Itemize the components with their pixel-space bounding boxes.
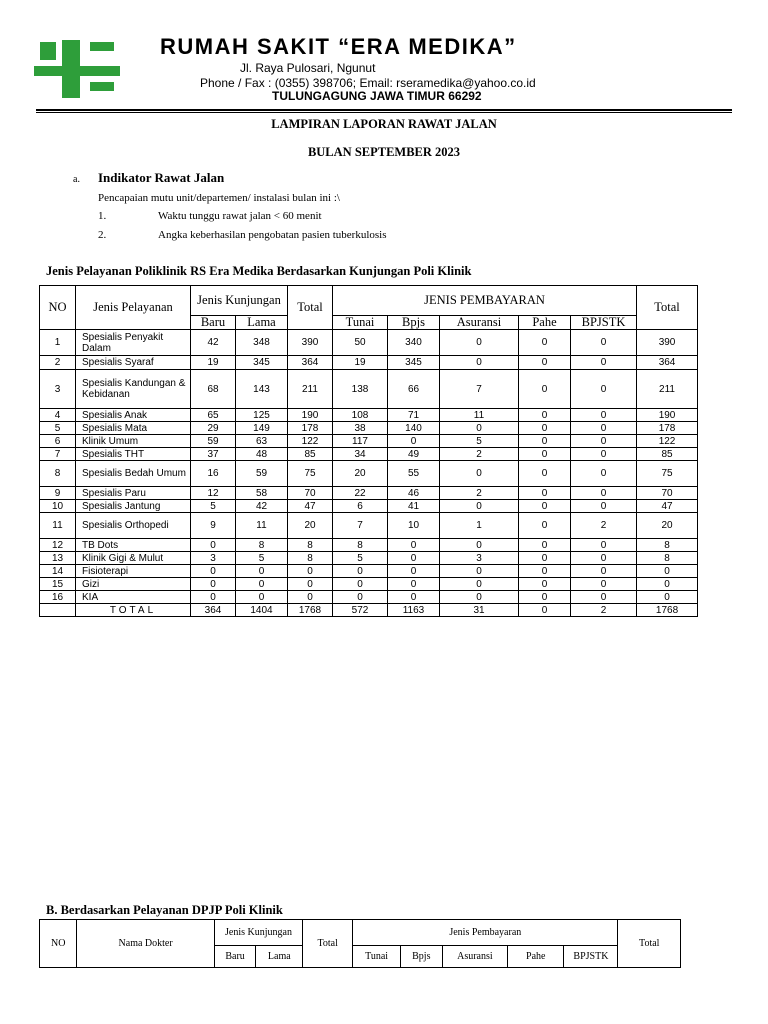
cell-service: Spesialis Kandungan & Kebidanan xyxy=(76,370,191,409)
header-no: NO xyxy=(40,286,76,330)
cell-service: Spesialis Mata xyxy=(76,422,191,435)
header-service: Jenis Pelayanan xyxy=(76,286,191,330)
cell-tunai: 117 xyxy=(333,435,388,448)
cell-bpjstk: 0 xyxy=(571,370,637,409)
cell-total: 122 xyxy=(288,435,333,448)
cell-service: Klinik Umum xyxy=(76,435,191,448)
cell-no: 5 xyxy=(40,422,76,435)
cell-asuransi: 0 xyxy=(440,422,519,435)
cell-service: Fisioterapi xyxy=(76,565,191,578)
cell-asuransi: 3 xyxy=(440,552,519,565)
cell-total2: 0 xyxy=(637,565,698,578)
cell-bpjs: 0 xyxy=(388,552,440,565)
cell-bpjstk: 0 xyxy=(571,461,637,487)
cell-baru: 37 xyxy=(191,448,236,461)
dpjp-header-total: Total xyxy=(303,920,353,968)
cell-pahe: 0 xyxy=(519,409,571,422)
cell-no: 9 xyxy=(40,487,76,500)
cell-total2: 85 xyxy=(637,448,698,461)
cell-no: 8 xyxy=(40,461,76,487)
cell-service: Klinik Gigi & Mulut xyxy=(76,552,191,565)
table-row xyxy=(40,487,698,500)
cell-asuransi: 0 xyxy=(440,539,519,552)
cell-asuransi: 0 xyxy=(440,591,519,604)
cell-asuransi: 0 xyxy=(440,330,519,356)
report-title: LAMPIRAN LAPORAN RAWAT JALAN xyxy=(271,117,497,131)
header-total-payment: Total xyxy=(637,286,698,330)
table-row xyxy=(40,330,698,356)
cell-lama: 149 xyxy=(236,422,288,435)
total-label: TOTAL xyxy=(76,604,191,617)
cell-total: 0 xyxy=(288,565,333,578)
cell-baru: 3 xyxy=(191,552,236,565)
cell-lama: 63 xyxy=(236,435,288,448)
dpjp-header-doctor: Nama Dokter xyxy=(77,920,214,968)
cell-bpjs: 0 xyxy=(388,591,440,604)
cell-bpjstk: 0 xyxy=(571,552,637,565)
table-row xyxy=(40,565,698,578)
cell-pahe: 0 xyxy=(519,461,571,487)
cell-bpjs: 55 xyxy=(388,461,440,487)
cell-asuransi: 0 xyxy=(440,578,519,591)
cell-lama: 48 xyxy=(236,448,288,461)
cell-total2: 70 xyxy=(637,487,698,500)
dpjp-header-baru: Baru xyxy=(214,946,256,968)
cell-baru: 12 xyxy=(191,487,236,500)
section-a-letter: a. xyxy=(73,174,80,185)
cell-total2: 20 xyxy=(637,513,698,539)
cell-service: Spesialis THT xyxy=(76,448,191,461)
cell-asuransi: 0 xyxy=(440,565,519,578)
cell-baru: 0 xyxy=(191,578,236,591)
table-row xyxy=(40,539,698,552)
cell-no: 15 xyxy=(40,578,76,591)
cell-no: 14 xyxy=(40,565,76,578)
cell-baru: 65 xyxy=(191,409,236,422)
cell-tunai: 7 xyxy=(333,513,388,539)
cell-asuransi: 2 xyxy=(440,448,519,461)
cell-tunai: 0 xyxy=(333,591,388,604)
table-row xyxy=(40,356,698,370)
cell-service: Spesialis Syaraf xyxy=(76,356,191,370)
cell-bpjs: 71 xyxy=(388,409,440,422)
cell-tunai: 19 xyxy=(333,356,388,370)
section-a-heading: Indikator Rawat Jalan xyxy=(98,170,225,185)
table-row xyxy=(40,409,698,422)
cell-pahe: 0 xyxy=(519,591,571,604)
cell-total2: 0 xyxy=(637,578,698,591)
cell-no: 3 xyxy=(40,370,76,409)
cell-total2: 0 xyxy=(637,591,698,604)
header-tunai: Tunai xyxy=(333,316,388,330)
total-bpjstk: 2 xyxy=(571,604,637,617)
cell-no: 12 xyxy=(40,539,76,552)
cell-total: 75 xyxy=(288,461,333,487)
dpjp-header-payment-type: Jenis Pembayaran xyxy=(353,920,618,946)
total-total2: 1768 xyxy=(637,604,698,617)
cell-lama: 0 xyxy=(236,578,288,591)
hospital-contact: Phone / Fax : (0355) 398706; Email: rseramedika@yahoo.co.id xyxy=(200,76,536,90)
indicator-number: 1. xyxy=(98,210,107,222)
cell-asuransi: 0 xyxy=(440,500,519,513)
cell-asuransi: 1 xyxy=(440,513,519,539)
cell-total2: 8 xyxy=(637,552,698,565)
cell-tunai: 8 xyxy=(333,539,388,552)
section-a-intro: Pencapaian mutu unit/departemen/ instalasi bulan ini :\ xyxy=(98,192,340,204)
cell-baru: 16 xyxy=(191,461,236,487)
cell-tunai: 138 xyxy=(333,370,388,409)
header-pahe: Pahe xyxy=(519,316,571,330)
table-row xyxy=(40,461,698,487)
cell-asuransi: 0 xyxy=(440,356,519,370)
section-b-heading: B. Berdasarkan Pelayanan DPJP Poli Klinik xyxy=(46,903,283,917)
cell-total2: 211 xyxy=(637,370,698,409)
cell-pahe: 0 xyxy=(519,370,571,409)
cell-no: 16 xyxy=(40,591,76,604)
hospital-city: TULUNGAGUNG JAWA TIMUR 66292 xyxy=(272,89,482,103)
cell-total: 70 xyxy=(288,487,333,500)
cell-lama: 5 xyxy=(236,552,288,565)
cell-no: 4 xyxy=(40,409,76,422)
dpjp-header-lama: Lama xyxy=(256,946,303,968)
dpjp-table xyxy=(39,919,681,968)
table-row xyxy=(40,500,698,513)
header-rule-thin xyxy=(36,112,732,113)
cell-no: 1 xyxy=(40,330,76,356)
cell-bpjstk: 0 xyxy=(571,356,637,370)
cell-lama: 348 xyxy=(236,330,288,356)
total-row xyxy=(40,604,698,617)
table-row xyxy=(40,370,698,409)
cell-bpjstk: 0 xyxy=(571,435,637,448)
total-pahe: 0 xyxy=(519,604,571,617)
cell-no: 7 xyxy=(40,448,76,461)
total-bpjs: 1163 xyxy=(388,604,440,617)
cell-tunai: 50 xyxy=(333,330,388,356)
cell-bpjs: 0 xyxy=(388,565,440,578)
table-row xyxy=(40,422,698,435)
cell-total: 364 xyxy=(288,356,333,370)
cell-total2: 364 xyxy=(637,356,698,370)
cell-tunai: 38 xyxy=(333,422,388,435)
cell-service: KIA xyxy=(76,591,191,604)
cell-bpjstk: 0 xyxy=(571,539,637,552)
dpjp-header-asuransi: Asuransi xyxy=(442,946,508,968)
cell-total2: 122 xyxy=(637,435,698,448)
cell-total: 0 xyxy=(288,578,333,591)
cell-baru: 29 xyxy=(191,422,236,435)
total-tunai: 572 xyxy=(333,604,388,617)
header-bpjstk: BPJSTK xyxy=(571,316,637,330)
cell-total2: 190 xyxy=(637,409,698,422)
table-row xyxy=(40,513,698,539)
cell-service: Spesialis Anak xyxy=(76,409,191,422)
total-total: 1768 xyxy=(288,604,333,617)
cell-bpjstk: 0 xyxy=(571,422,637,435)
cell-bpjstk: 0 xyxy=(571,330,637,356)
cell-lama: 42 xyxy=(236,500,288,513)
cell-total2: 390 xyxy=(637,330,698,356)
dpjp-header-bpjstk: BPJSTK xyxy=(564,946,618,968)
cell-baru: 0 xyxy=(191,565,236,578)
cell-no: 11 xyxy=(40,513,76,539)
cell-bpjs: 41 xyxy=(388,500,440,513)
cell-tunai: 0 xyxy=(333,565,388,578)
cell-pahe: 0 xyxy=(519,552,571,565)
cell-lama: 345 xyxy=(236,356,288,370)
dpjp-header-bpjs: Bpjs xyxy=(401,946,443,968)
cell-baru: 5 xyxy=(191,500,236,513)
indicator-text: Angka keberhasilan pengobatan pasien tuberkulosis xyxy=(158,229,387,241)
dpjp-header-total-payment: Total xyxy=(618,920,681,968)
header-rule xyxy=(36,109,732,111)
cell-tunai: 108 xyxy=(333,409,388,422)
cell-total: 20 xyxy=(288,513,333,539)
cell-bpjs: 0 xyxy=(388,578,440,591)
cell-total: 211 xyxy=(288,370,333,409)
report-period: BULAN SEPTEMBER 2023 xyxy=(307,145,461,159)
table-row xyxy=(40,448,698,461)
cell-lama: 0 xyxy=(236,565,288,578)
cell-tunai: 34 xyxy=(333,448,388,461)
cell-no: 13 xyxy=(40,552,76,565)
cell-total: 178 xyxy=(288,422,333,435)
cell-total: 85 xyxy=(288,448,333,461)
cell-pahe: 0 xyxy=(519,578,571,591)
dpjp-header-visit-type: Jenis Kunjungan xyxy=(214,920,302,946)
header-visit-type: Jenis Kunjungan xyxy=(191,286,288,316)
cell-pahe: 0 xyxy=(519,565,571,578)
cell-total: 47 xyxy=(288,500,333,513)
header-asuransi: Asuransi xyxy=(440,316,519,330)
cell-bpjs: 46 xyxy=(388,487,440,500)
hospital-name: RUMAH SAKIT “ERA MEDIKA” xyxy=(160,34,517,59)
cell-total2: 8 xyxy=(637,539,698,552)
cell-bpjstk: 0 xyxy=(571,487,637,500)
dpjp-header-pahe: Pahe xyxy=(508,946,564,968)
cell-baru: 19 xyxy=(191,356,236,370)
cell-tunai: 5 xyxy=(333,552,388,565)
cell-asuransi: 11 xyxy=(440,409,519,422)
cell-baru: 0 xyxy=(191,539,236,552)
hospital-logo xyxy=(34,36,120,102)
service-visits-table xyxy=(39,285,698,617)
cell-pahe: 0 xyxy=(519,422,571,435)
header-baru: Baru xyxy=(191,316,236,330)
table-body xyxy=(40,330,698,617)
cell-bpjstk: 0 xyxy=(571,565,637,578)
cell-total: 390 xyxy=(288,330,333,356)
cell-lama: 59 xyxy=(236,461,288,487)
cell-total2: 47 xyxy=(637,500,698,513)
header-bpjs: Bpjs xyxy=(388,316,440,330)
cell-bpjstk: 0 xyxy=(571,500,637,513)
dpjp-header-no: NO xyxy=(40,920,77,968)
cell-service: Spesialis Orthopedi xyxy=(76,513,191,539)
cell-pahe: 0 xyxy=(519,448,571,461)
cell-bpjs: 140 xyxy=(388,422,440,435)
dpjp-header-tunai: Tunai xyxy=(353,946,401,968)
hospital-address: Jl. Raya Pulosari, Ngunut xyxy=(240,61,376,75)
cell-bpjs: 49 xyxy=(388,448,440,461)
table-row xyxy=(40,578,698,591)
cell-service: TB Dots xyxy=(76,539,191,552)
cell-asuransi: 7 xyxy=(440,370,519,409)
cell-bpjs: 10 xyxy=(388,513,440,539)
cell-lama: 8 xyxy=(236,539,288,552)
cell-pahe: 0 xyxy=(519,330,571,356)
cell-total: 8 xyxy=(288,539,333,552)
cell-baru: 68 xyxy=(191,370,236,409)
cell-total: 8 xyxy=(288,552,333,565)
cell-pahe: 0 xyxy=(519,513,571,539)
cell-bpjstk: 0 xyxy=(571,409,637,422)
cell-service: Spesialis Penyakit Dalam xyxy=(76,330,191,356)
cell-no xyxy=(40,604,76,617)
cell-lama: 0 xyxy=(236,591,288,604)
total-lama: 1404 xyxy=(236,604,288,617)
cell-bpjs: 340 xyxy=(388,330,440,356)
cell-bpjs: 345 xyxy=(388,356,440,370)
table-title: Jenis Pelayanan Poliklinik RS Era Medika Berdasarkan Kunjungan Poli Klinik xyxy=(46,264,472,278)
header-lama: Lama xyxy=(236,316,288,330)
cell-pahe: 0 xyxy=(519,500,571,513)
header-payment-type: JENIS PEMBAYARAN xyxy=(333,286,637,316)
cell-service: Spesialis Paru xyxy=(76,487,191,500)
cell-no: 2 xyxy=(40,356,76,370)
cell-total2: 178 xyxy=(637,422,698,435)
cell-tunai: 22 xyxy=(333,487,388,500)
cell-tunai: 0 xyxy=(333,578,388,591)
cell-service: Spesialis Jantung xyxy=(76,500,191,513)
table-row xyxy=(40,552,698,565)
header-total: Total xyxy=(288,286,333,330)
cell-asuransi: 0 xyxy=(440,461,519,487)
cell-pahe: 0 xyxy=(519,356,571,370)
cell-bpjs: 0 xyxy=(388,435,440,448)
cell-baru: 0 xyxy=(191,591,236,604)
total-asuransi: 31 xyxy=(440,604,519,617)
cell-total: 0 xyxy=(288,591,333,604)
table-row xyxy=(40,591,698,604)
cell-bpjstk: 0 xyxy=(571,578,637,591)
cell-asuransi: 5 xyxy=(440,435,519,448)
cell-pahe: 0 xyxy=(519,487,571,500)
cell-tunai: 20 xyxy=(333,461,388,487)
cell-bpjs: 0 xyxy=(388,539,440,552)
cell-baru: 9 xyxy=(191,513,236,539)
cell-bpjstk: 0 xyxy=(571,448,637,461)
cell-service: Spesialis Bedah Umum xyxy=(76,461,191,487)
cell-pahe: 0 xyxy=(519,539,571,552)
indicator-text: Waktu tunggu rawat jalan < 60 menit xyxy=(158,210,322,222)
cell-total: 190 xyxy=(288,409,333,422)
cell-tunai: 6 xyxy=(333,500,388,513)
cell-baru: 42 xyxy=(191,330,236,356)
cell-pahe: 0 xyxy=(519,435,571,448)
cell-lama: 58 xyxy=(236,487,288,500)
cell-bpjstk: 2 xyxy=(571,513,637,539)
indicator-number: 2. xyxy=(98,229,107,241)
cell-total2: 75 xyxy=(637,461,698,487)
cell-bpjstk: 0 xyxy=(571,591,637,604)
cell-lama: 125 xyxy=(236,409,288,422)
cell-baru: 59 xyxy=(191,435,236,448)
cell-no: 10 xyxy=(40,500,76,513)
cell-lama: 11 xyxy=(236,513,288,539)
cell-bpjs: 66 xyxy=(388,370,440,409)
total-baru: 364 xyxy=(191,604,236,617)
cell-service: Gizi xyxy=(76,578,191,591)
cell-lama: 143 xyxy=(236,370,288,409)
cell-asuransi: 2 xyxy=(440,487,519,500)
table-row xyxy=(40,435,698,448)
cell-no: 6 xyxy=(40,435,76,448)
